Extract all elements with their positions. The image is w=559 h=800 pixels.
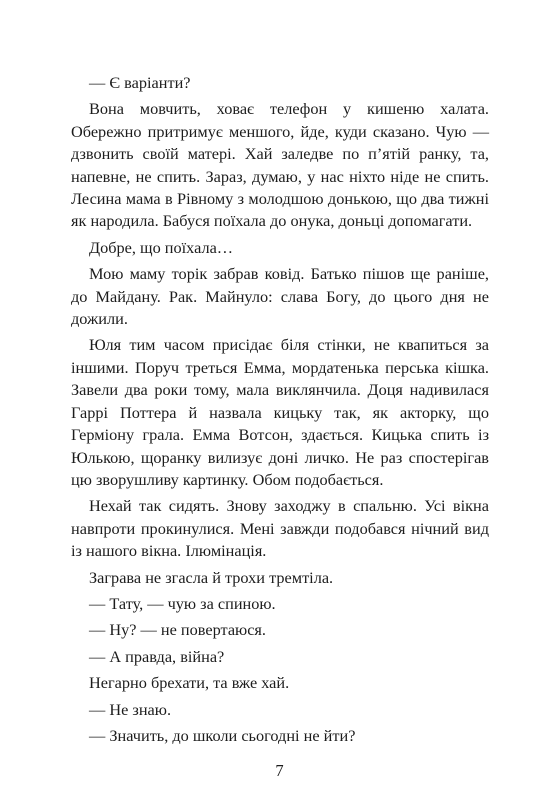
paragraph-12: — Не знаю. — [89, 699, 172, 719]
paragraph-13: — Значить, до школи сьогодні не йти? — [89, 725, 356, 745]
paragraph-6: Нехай так сидять. Знову заходжу в спальню. Усі вікна навпроти прокинулися. Мені завжди подобався нічний вид із нашого вікна. Ілюмінація. — [71, 496, 489, 561]
paragraph-10: — А правда, війна? — [89, 646, 225, 666]
paragraph-3: Добре, що поїхала… — [89, 237, 234, 257]
paragraph-11: Негарно брехати, та вже хай. — [89, 673, 290, 693]
paragraph-7: Заграва не згасла й трохи тремтіла. — [89, 567, 334, 587]
body-text — [71, 72, 489, 747]
paragraph-5: Юля тим часом присідає біля стінки, не квапиться за іншими. Поруч треться Емма, мордатенька перська кішка. Завели два роки тому, мала виклянчила. Доця надивилася Гаррі Поттера й назвала кицьку так, як акторку, що Герміону грала. Емма Вотсон, здається. Кицька спить із Юлькою, щоранку вилизує доні личко. Не раз спостерігав цю зворушливу картинку. Обом подобається. — [71, 335, 489, 489]
paragraph-9: — Ну? — не повертаюся. — [89, 620, 266, 640]
paragraph-4: Мою маму торік забрав ковід. Батько пішов ще раніше, до Майдану. Рак. Майнуло: слава Богу, до цього дня не дожили. — [71, 264, 489, 329]
paragraph-8: — Тату, — чую за спиною. — [89, 593, 276, 613]
paragraph-2: Вона мовчить, ховає телефон у кишеню халата. Обережно притримує меншого, йде, куди сказано. Чую — дзвонить своїй матері. Хай заледве по п’ятій ранку, та, напевне, не спить. Зараз, думаю, у нас ніхто ніде не спить. Лесина мама в Рівному з молодшою донькою, що два тижні як народила. Бабуся поїхала до онука, доньці допомагати. — [71, 99, 489, 231]
page-number: 7 — [275, 761, 284, 780]
paragraph-1: — Є варіанти? — [89, 73, 191, 92]
